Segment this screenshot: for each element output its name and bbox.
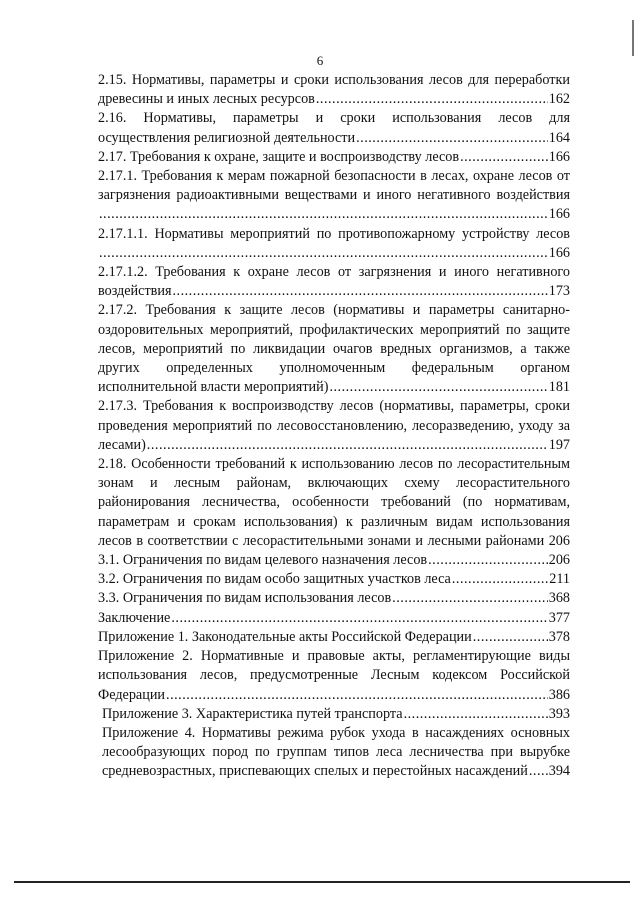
toc-entry-line: 2.17.3. Требования к воспроизводству лесов (нормативы, параметры, сроки <box>98 398 570 415</box>
dot-leader <box>473 628 548 647</box>
toc-entry-leader-line <box>102 705 570 724</box>
toc-entry-leader-line <box>98 148 570 167</box>
toc-entry-title: Федерации <box>98 686 166 703</box>
toc-entry-title: исполнительной власти мероприятий) <box>98 379 329 396</box>
toc-entry <box>98 628 570 647</box>
dot-leader <box>356 129 548 148</box>
toc-entry-line: лесообразующих пород по группам типов леса лесничества при вырубке <box>102 744 570 761</box>
toc-entry <box>98 71 570 109</box>
toc-entry-leader-line <box>98 129 570 148</box>
toc-entry-leader-line <box>98 436 570 455</box>
toc-entry <box>98 455 570 551</box>
toc-entry-title: 2.17. Требования к охране, защите и воспроизводству лесов <box>98 148 460 165</box>
toc-entry-title: Заключение <box>98 609 171 626</box>
toc-entry <box>98 647 570 705</box>
toc-page-number: 181 <box>548 379 570 396</box>
toc-entry-line: районирования лесничества, особенности требований (по нормативам, <box>98 494 570 511</box>
toc-entry-leader-line <box>98 378 570 397</box>
toc-entry <box>98 109 570 147</box>
toc-entry-line: параметрам и срокам использования) к различным видам использования <box>98 513 570 530</box>
toc-page-number: 166 <box>548 148 570 165</box>
toc-entry <box>98 609 570 628</box>
toc-page-number: 173 <box>548 283 570 300</box>
dot-leader <box>99 205 548 224</box>
toc-entry-title: 3.3. Ограничения по видам использования лесов <box>98 590 392 607</box>
toc-entry-title: древесины и иных лесных ресурсов <box>98 91 315 108</box>
toc-entry-line: оздоровительных мероприятий, профилактических мероприятий по защите <box>98 321 570 338</box>
toc-page-number: 166 <box>548 206 570 223</box>
toc-entry-leader-line <box>98 589 570 608</box>
toc-entry-line: Приложение 4. Нормативы режима рубок ухода в насаждениях основных <box>102 724 570 741</box>
toc-entry-leader-line <box>98 90 570 109</box>
toc-entry-leader-line <box>98 686 570 705</box>
table-of-contents <box>98 71 570 782</box>
toc-entry-title: осуществления религиозной деятельности <box>98 129 356 146</box>
toc-entry <box>98 551 570 570</box>
dot-leader <box>99 244 548 263</box>
dot-leader <box>392 589 548 608</box>
dot-leader <box>329 378 547 397</box>
dot-leader <box>172 282 547 301</box>
toc-entry <box>98 225 570 263</box>
toc-entry-leader-line <box>98 609 570 628</box>
toc-entry-title: воздействия <box>98 283 172 300</box>
toc-entry-line: 2.15. Нормативы, параметры и сроки использования лесов для переработки <box>98 72 570 88</box>
toc-entry <box>98 301 570 397</box>
dot-leader <box>147 436 548 455</box>
toc-entry-title: 3.1. Ограничения по видам целевого назначения лесов <box>98 552 428 569</box>
toc-page-number: 162 <box>548 91 570 108</box>
toc-entry-line: 2.17.1.2. Требования к охране лесов от загрязнения и иного негативного <box>98 264 570 281</box>
dot-leader <box>171 609 547 628</box>
toc-entry <box>98 705 570 724</box>
toc-page-number: 386 <box>548 686 570 703</box>
toc-entry-line: 2.17.1. Требования к мерам пожарной безопасности в лесах, охране лесов от <box>98 168 570 185</box>
toc-entry-leader-line <box>98 282 570 301</box>
toc-page-number: 393 <box>548 705 570 722</box>
toc-page-number: 394 <box>548 763 570 780</box>
toc-page-number: 368 <box>548 590 570 607</box>
toc-entry-leader-line <box>98 205 570 224</box>
scan-edge-mark <box>632 20 634 56</box>
toc-entry-title: Приложение 3. Характеристика путей транспорта <box>102 705 403 722</box>
toc-entry-leader-line <box>98 551 570 570</box>
toc-page-number: 164 <box>548 129 570 146</box>
toc-entry-title: 3.2. Ограничения по видам особо защитных участков леса <box>98 571 451 588</box>
toc-entry-title: средневозрастных, приспевающих спелых и перестойных насаждений <box>102 763 528 780</box>
toc-entry <box>98 397 570 455</box>
dot-leader <box>460 148 548 167</box>
bottom-rule <box>14 881 630 883</box>
dot-leader <box>316 90 548 109</box>
toc-entry-leader-line <box>102 762 570 781</box>
toc-entry-line: 2.16. Нормативы, параметры и сроки использования лесов для <box>98 110 570 127</box>
toc-page-number: 378 <box>548 628 570 645</box>
toc-page-number: 377 <box>548 609 570 626</box>
toc-entry-line: 2.18. Особенности требований к использованию лесов по лесорастительным <box>98 456 570 473</box>
toc-entry-leader-line <box>98 244 570 263</box>
dot-leader <box>166 686 548 705</box>
toc-entry-leader-line <box>98 570 570 589</box>
toc-entry <box>98 724 570 782</box>
toc-page-number: 206 <box>548 552 570 569</box>
page-number: 6 <box>316 53 324 68</box>
toc-entry <box>98 148 570 167</box>
toc-entry <box>98 167 570 225</box>
toc-entry <box>98 589 570 608</box>
toc-entry-line: зонам и лесным районам, включающих схему лесорастительного <box>98 475 570 492</box>
toc-entry-line: проведения мероприятий по лесовосстановлению, лесоразведению, уходу за <box>98 417 570 434</box>
toc-entry-leader-line <box>98 628 570 647</box>
toc-entry <box>98 263 570 301</box>
toc-entry-line: лесов, мероприятий по ликвидации очагов вредных организмов, а также <box>98 340 570 357</box>
dot-leader <box>428 551 548 570</box>
toc-entry-line: использования лесов, предусмотренные Лесным кодексом Российской <box>98 667 570 684</box>
toc-entry-title: Приложение 1. Законодательные акты Российской Федерации <box>98 628 472 645</box>
toc-entry <box>98 570 570 589</box>
dot-leader <box>452 570 548 589</box>
dot-leader <box>529 762 548 781</box>
toc-page-number: 197 <box>548 436 570 453</box>
toc-entry-line: 2.17.2. Требования к защите лесов (нормативы и параметры санитарно- <box>98 302 570 319</box>
dot-leader <box>404 705 548 724</box>
toc-entry-line: Приложение 2. Нормативные и правовые акты, регламентирующие виды <box>98 648 570 665</box>
toc-entry-line: загрязнения радиоактивными веществами и иного негативного воздействия <box>98 187 570 204</box>
toc-entry-title: лесами) <box>98 436 146 453</box>
toc-page-number: 211 <box>549 571 570 588</box>
toc-page-number: 166 <box>548 244 570 261</box>
toc-entry-line: 2.17.1.1. Нормативы мероприятий по противопожарному устройству лесов <box>98 225 570 242</box>
toc-entry-line: лесов в соответствии с лесорастительными зонами и лесными районами 206 <box>98 532 570 549</box>
toc-entry-line: других определенных уполномоченным федеральным органом <box>98 360 570 377</box>
